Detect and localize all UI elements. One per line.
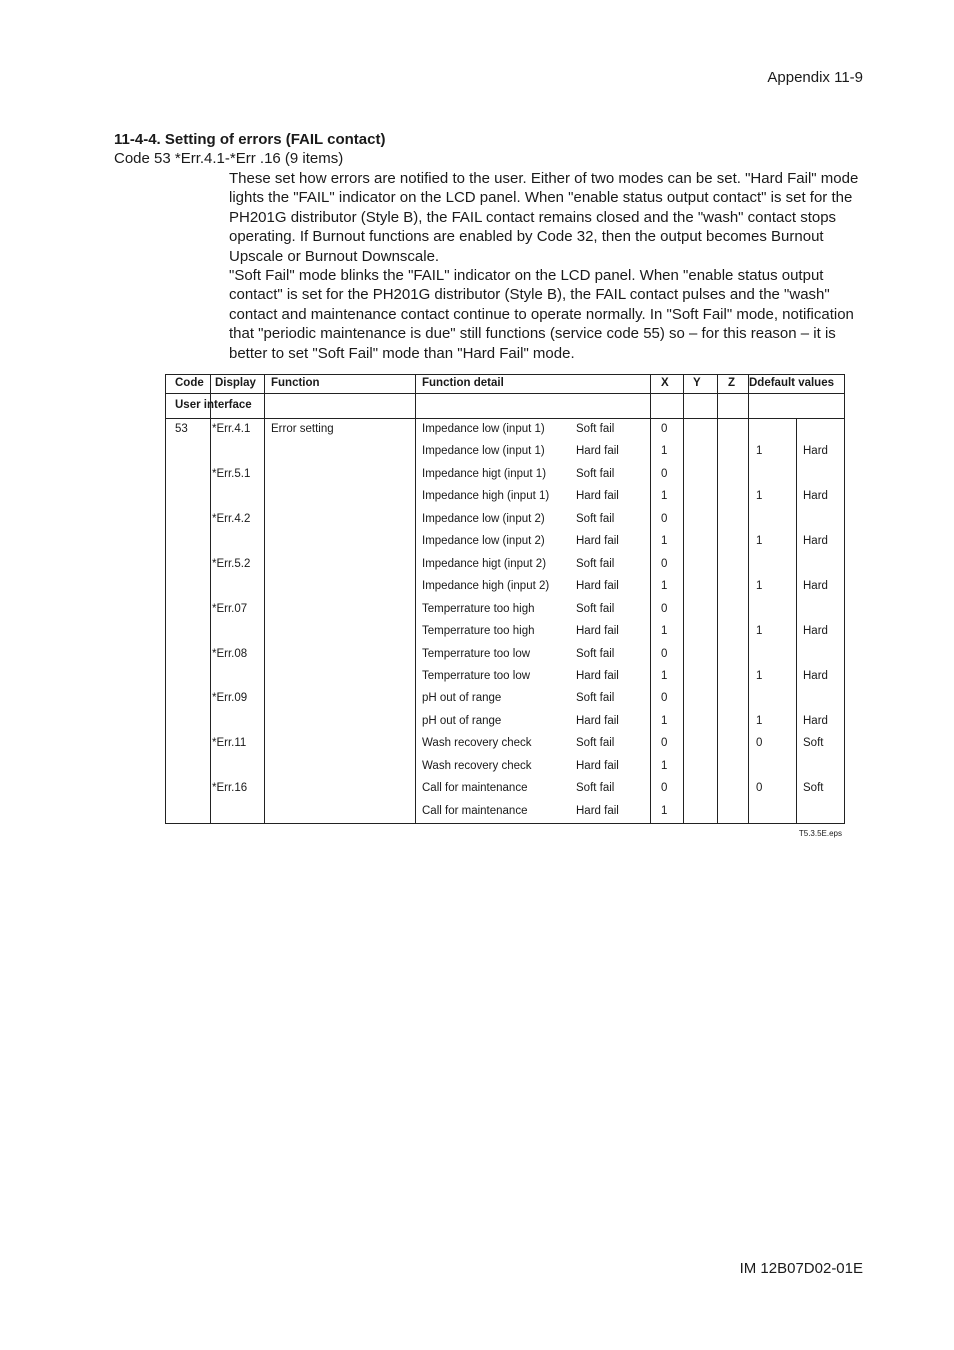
row-x-value: 0 <box>661 467 668 480</box>
table-header-row <box>166 375 844 394</box>
row-fail-mode: Soft fail <box>576 692 615 705</box>
row-display: *Err.09 <box>212 692 248 705</box>
row-display: *Err.11 <box>212 737 247 750</box>
row-default-value: 0 <box>756 782 763 795</box>
row-function-detail: Call for maintenance <box>422 782 528 795</box>
row-function-detail: Impedance low (input 2) <box>422 512 545 525</box>
row-fail-mode: Hard fail <box>576 804 619 817</box>
row-function-detail: Impedance low (input 1) <box>422 445 545 458</box>
row-fail-mode: Soft fail <box>576 557 615 570</box>
row-x-value: 0 <box>661 782 668 795</box>
body-text <box>229 169 869 363</box>
row-function-detail: Call for maintenance <box>422 804 528 817</box>
row-default-text: Hard <box>803 669 828 682</box>
header-function-detail: Function detail <box>422 377 504 389</box>
row-x-value: 1 <box>661 759 668 772</box>
col-line-detail <box>650 375 651 823</box>
row-default-text: Hard <box>803 580 828 593</box>
row-x-value: 1 <box>661 714 668 727</box>
row-default-value: 1 <box>756 490 763 503</box>
page-header: Appendix 11-9 <box>767 69 863 86</box>
row-default-value: 1 <box>756 714 763 727</box>
row-default-value: 1 <box>756 625 763 638</box>
row-x-value: 0 <box>661 423 668 435</box>
row-display: *Err.4.1 <box>212 423 251 435</box>
row-function-detail: Impedance low (input 2) <box>422 535 545 548</box>
row-display: *Err.07 <box>212 602 248 615</box>
row-fail-mode: Hard fail <box>576 580 619 593</box>
row-fail-mode: Soft fail <box>576 737 615 750</box>
row-default-text: Hard <box>803 714 828 727</box>
row-default-text: Soft <box>803 737 824 750</box>
col-line-y <box>717 375 718 823</box>
row-x-value: 0 <box>661 737 668 750</box>
header-y: Y <box>693 377 701 389</box>
row-function-detail: Impedance higt (input 2) <box>422 557 547 570</box>
row-default-text: Hard <box>803 445 828 458</box>
row-display: *Err.08 <box>212 647 248 660</box>
row-fail-mode: Hard fail <box>576 625 619 638</box>
col-line-code <box>210 375 211 823</box>
row-fail-mode: Soft fail <box>576 512 615 525</box>
row-fail-mode: Hard fail <box>576 535 619 548</box>
row-x-value: 0 <box>661 557 668 570</box>
col-line-display <box>264 375 265 823</box>
col-line-z <box>748 375 749 823</box>
header-default-values: Ddefault values <box>749 377 834 389</box>
table-caption: T5.3.5E.eps <box>798 829 842 838</box>
row-function-detail: Impedance higt (input 1) <box>422 467 547 480</box>
function-value: Error setting <box>271 423 334 435</box>
header-code: Code <box>175 377 204 389</box>
row-x-value: 0 <box>661 692 668 705</box>
row-default-text: Hard <box>803 535 828 548</box>
col-line-default <box>796 419 797 823</box>
row-fail-mode: Soft fail <box>576 782 615 795</box>
row-display: *Err.5.1 <box>212 467 251 480</box>
row-fail-mode: Hard fail <box>576 445 619 458</box>
row-display: *Err.4.2 <box>212 512 251 525</box>
row-function-detail: Temperrature too low <box>422 669 531 682</box>
row-fail-mode: Hard fail <box>576 714 619 727</box>
row-function-detail: pH out of range <box>422 692 502 705</box>
row-x-value: 1 <box>661 490 668 503</box>
group-row <box>166 394 844 419</box>
row-default-text: Hard <box>803 490 828 503</box>
row-function-detail: Temperrature too high <box>422 602 535 615</box>
row-x-value: 1 <box>661 445 668 458</box>
row-default-value: 1 <box>756 669 763 682</box>
row-fail-mode: Soft fail <box>576 602 615 615</box>
row-display: *Err.5.2 <box>212 557 251 570</box>
header-z: Z <box>728 377 736 389</box>
row-x-value: 0 <box>661 602 668 615</box>
page-footer: IM 12B07D02-01E <box>739 1260 863 1277</box>
row-default-value: 1 <box>756 445 763 458</box>
row-function-detail: pH out of range <box>422 714 502 727</box>
row-fail-mode: Soft fail <box>576 647 615 660</box>
col-line-function <box>415 375 416 823</box>
row-x-value: 1 <box>661 535 668 548</box>
row-fail-mode: Hard fail <box>576 490 619 503</box>
section-title: 11-4-4. Setting of errors (FAIL contact) <box>114 131 386 148</box>
header-x: X <box>661 377 669 389</box>
row-function-detail: Temperrature too high <box>422 625 535 638</box>
row-default-value: 0 <box>756 737 763 750</box>
row-fail-mode: Hard fail <box>576 759 619 772</box>
row-function-detail: Wash recovery check <box>422 759 532 772</box>
row-display: *Err.16 <box>212 782 248 795</box>
row-function-detail: Impedance high (input 1) <box>422 490 550 503</box>
row-x-value: 0 <box>661 647 668 660</box>
row-function-detail: Wash recovery check <box>422 737 532 750</box>
paragraph-soft-fail: "Soft Fail" mode blinks the "FAIL" indicator on the LCD panel. When "enable status output contact" is set for the PH201G distributor (Style B), the FAIL contact pulses and the "wash" contact and maintenance contact continue to operate normally. In "Soft Fail" mode, notification that "periodic maintenance is due" still functions (service code 55) so – for this reason – it is better to set "Soft Fail" mode than "Hard Fail" mode. <box>229 267 854 362</box>
row-default-text: Soft <box>803 782 824 795</box>
group-label: User interface <box>175 399 252 411</box>
header-display: Display <box>215 377 256 389</box>
row-x-value: 1 <box>661 625 668 638</box>
row-fail-mode: Soft fail <box>576 423 615 435</box>
col-line-x <box>683 375 684 823</box>
error-settings-table <box>165 374 845 824</box>
row-function-detail: Impedance low (input 1) <box>422 423 545 435</box>
row-default-value: 1 <box>756 535 763 548</box>
code-value: 53 <box>175 423 188 435</box>
header-function: Function <box>271 377 320 389</box>
row-fail-mode: Soft fail <box>576 467 615 480</box>
paragraph-hard-fail: These set how errors are notified to the user. Either of two modes can be set. "Hard Fail" mode lights the "FAIL" indicator on the LCD panel. When "enable status output contact" is set for the PH201G distributor (Style B), the FAIL contact remains closed and the "wash" contact stops operating. If Burnout functions are enabled by Code 32, then the output becomes Burnout Upscale or Burnout Downscale. <box>229 170 859 265</box>
row-x-value: 1 <box>661 580 668 593</box>
row-x-value: 1 <box>661 669 668 682</box>
row-function-detail: Impedance high (input 2) <box>422 580 550 593</box>
row-fail-mode: Hard fail <box>576 669 619 682</box>
code-line: Code 53 *Err.4.1-*Err .16 (9 items) <box>114 150 344 167</box>
row-default-value: 1 <box>756 580 763 593</box>
row-function-detail: Temperrature too low <box>422 647 531 660</box>
row-default-text: Hard <box>803 625 828 638</box>
row-x-value: 0 <box>661 512 668 525</box>
row-x-value: 1 <box>661 804 668 817</box>
